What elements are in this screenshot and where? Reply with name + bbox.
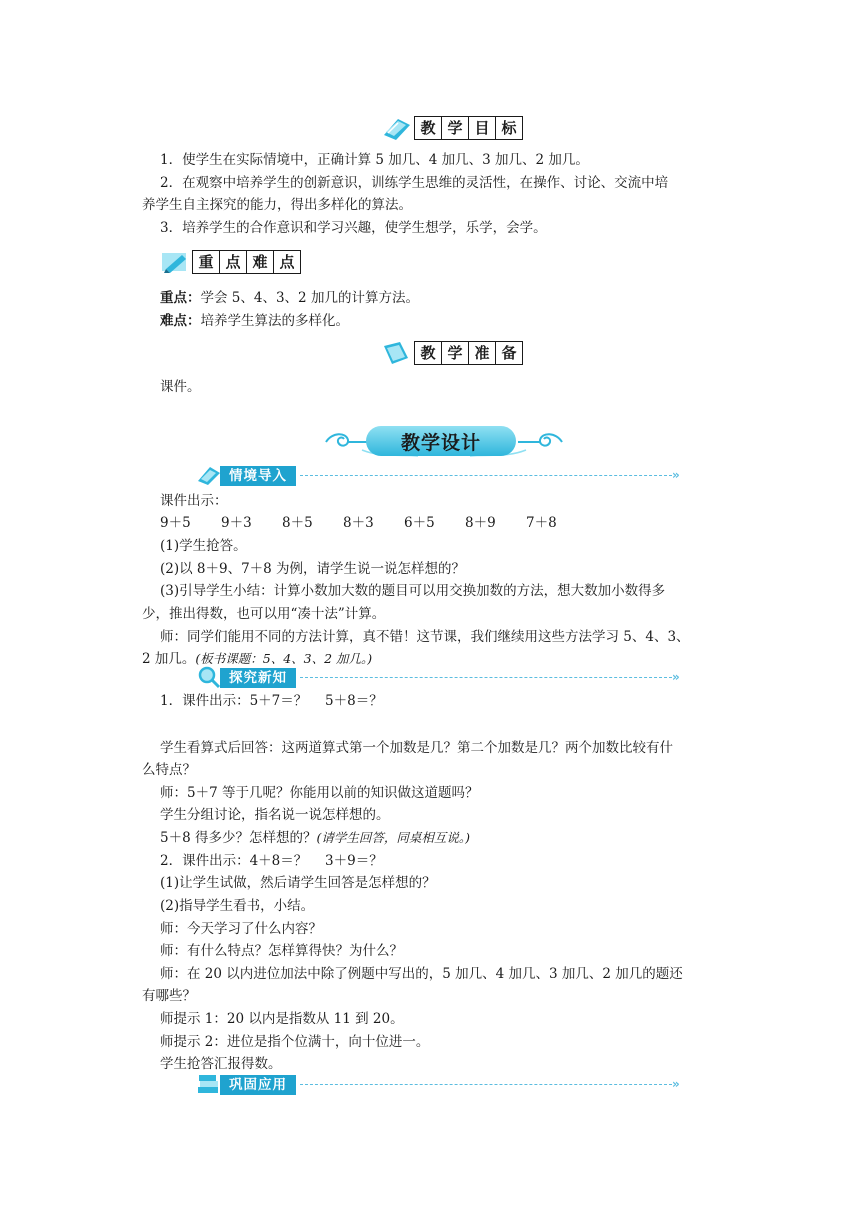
header-char: 备 [496, 342, 522, 364]
explore-hint-1: 师提示 1：20 以内是指数从 11 到 20。 [160, 1011, 404, 1027]
double-chevron-icon: » [672, 468, 680, 482]
expression: 7＋8 [526, 515, 557, 531]
objectives-header [382, 114, 523, 142]
intro-step-3-line1: (3)引导学生小结：计算小数加大数的题目可以用交换加数的方法，想大数加小数得多 [160, 583, 666, 599]
difficult-point [160, 310, 700, 333]
explore-teacher-1: 师：5＋7 等于几呢？你能用以前的知识做这道题吗？ [160, 785, 479, 801]
objective-2-line2: 养学生自主探究的能力，得出多样化的算法。 [142, 197, 412, 213]
difficult-point-text: 培养学生算法的多样化。 [200, 313, 349, 329]
books-stack-icon [196, 1072, 222, 1096]
header-char: 重 [193, 251, 220, 273]
book-icon [196, 463, 222, 487]
magnifier-icon [196, 665, 222, 689]
objective-3: 3．培养学生的合作意识和学习兴趣，使学生想学，乐学，会学。 [160, 220, 547, 236]
key-point-text: 学会 5、4、3、2 加几的计算方法。 [200, 290, 419, 306]
explore-teacher-3: 师：有什么特点？怎样算得快？为什么？ [160, 943, 403, 959]
explore-teacher-4-line2: 有哪些？ [142, 988, 196, 1004]
expression: 9＋5 [160, 515, 191, 531]
double-chevron-icon: » [672, 1077, 680, 1091]
difficult-point-label: 难点： [160, 313, 201, 329]
header-char: 难 [247, 251, 274, 273]
intro-step-3-line2: 少，推出得数，也可以用“凑十法”计算。 [142, 606, 386, 622]
double-chevron-icon: » [672, 670, 680, 684]
part-intro-header [196, 465, 696, 487]
header-char: 目 [469, 117, 496, 139]
part-explore-label: 探究新知 [220, 668, 296, 688]
intro-step-1: (1)学生抢答。 [160, 538, 247, 554]
header-char: 教 [415, 117, 442, 139]
design-banner [322, 424, 566, 460]
expression: 8＋5 [282, 515, 313, 531]
part-explore-header [196, 667, 696, 689]
pencil-icon [160, 249, 190, 275]
header-char: 学 [442, 117, 469, 139]
prep-text: 课件。 [160, 379, 201, 395]
dashed-divider [300, 475, 672, 476]
dashed-divider [300, 677, 672, 678]
intro-teacher-text: 2 加几。 [142, 651, 196, 667]
dashed-divider [300, 1084, 672, 1085]
intro-show: 课件出示： [160, 493, 228, 509]
header-char: 点 [220, 251, 247, 273]
header-char: 点 [274, 251, 300, 273]
intro-board-note: (板书课题：5、4、3、2 加几。) [195, 651, 373, 666]
key-point-label: 重点： [160, 290, 201, 306]
explore-question-2-note: (请学生回答，同桌相互说。) [316, 830, 470, 845]
prep-header [382, 339, 523, 367]
explore-student-1: 学生分组讨论，指名说一说怎样想的。 [160, 807, 390, 823]
header-char: 学 [442, 342, 469, 364]
book-icon [382, 115, 412, 141]
keypoints-header [160, 248, 301, 276]
header-char: 准 [469, 342, 496, 364]
part-apply-label: 巩固应用 [220, 1075, 296, 1095]
explore-question-line1: 学生看算式后回答：这两道算式第一个加数是几？第二个加数是几？两个加数比较有什 [160, 740, 673, 756]
header-char: 标 [496, 117, 522, 139]
explore-teacher-4-line1: 师：在 20 以内进位加法中除了例题中写出的，5 加几、4 加几、3 加几、2 加几的题还 [160, 966, 683, 982]
explore-student-2: 学生抢答汇报得数。 [160, 1056, 282, 1072]
intro-expressions [160, 512, 700, 535]
objective-1: 1．使学生在实际情境中，正确计算 5 加几、4 加几、3 加几、2 加几。 [160, 152, 589, 168]
intro-step-2: (2)以 8＋9、7＋8 为例，请学生说一说怎样想的？ [160, 561, 466, 577]
expression: 8＋3 [343, 515, 374, 531]
part-apply-header [196, 1074, 696, 1096]
explore-question-line2: 么特点？ [142, 762, 196, 778]
objective-2-line1: 2．在观察中培养学生的创新意识，训练学生思维的灵活性，在操作、讨论、交流中培 [160, 175, 669, 191]
explore-item-2: 2．课件出示：4＋8＝？ 3＋9＝？ [160, 853, 383, 869]
explore-item-1: 1．课件出示：5＋7＝？ 5＋8＝？ [160, 693, 383, 709]
header-char: 教 [415, 342, 442, 364]
explore-question-2 [160, 827, 700, 850]
notebook-icon [382, 340, 412, 366]
explore-hint-2: 师提示 2：进位是指个位满十，向十位进一。 [160, 1034, 430, 1050]
design-banner-title: 教学设计 [366, 426, 516, 456]
explore-question-2-text: 5＋8 得多少？怎样想的？ [160, 830, 317, 846]
part-intro-label: 情境导入 [220, 466, 296, 486]
explore-sub-1: (1)让学生试做，然后请学生回答是怎样想的？ [160, 875, 436, 891]
expression: 9＋3 [221, 515, 252, 531]
expression: 6＋5 [404, 515, 435, 531]
explore-sub-2: (2)指导学生看书，小结。 [160, 898, 315, 914]
key-point [160, 287, 700, 310]
intro-teacher-line1: 师：同学们能用不同的方法计算，真不错！这节课，我们继续用这些方法学习 5、4、3、 [160, 629, 690, 645]
explore-teacher-2: 师：今天学习了什么内容？ [160, 921, 322, 937]
expression: 8＋9 [465, 515, 496, 531]
